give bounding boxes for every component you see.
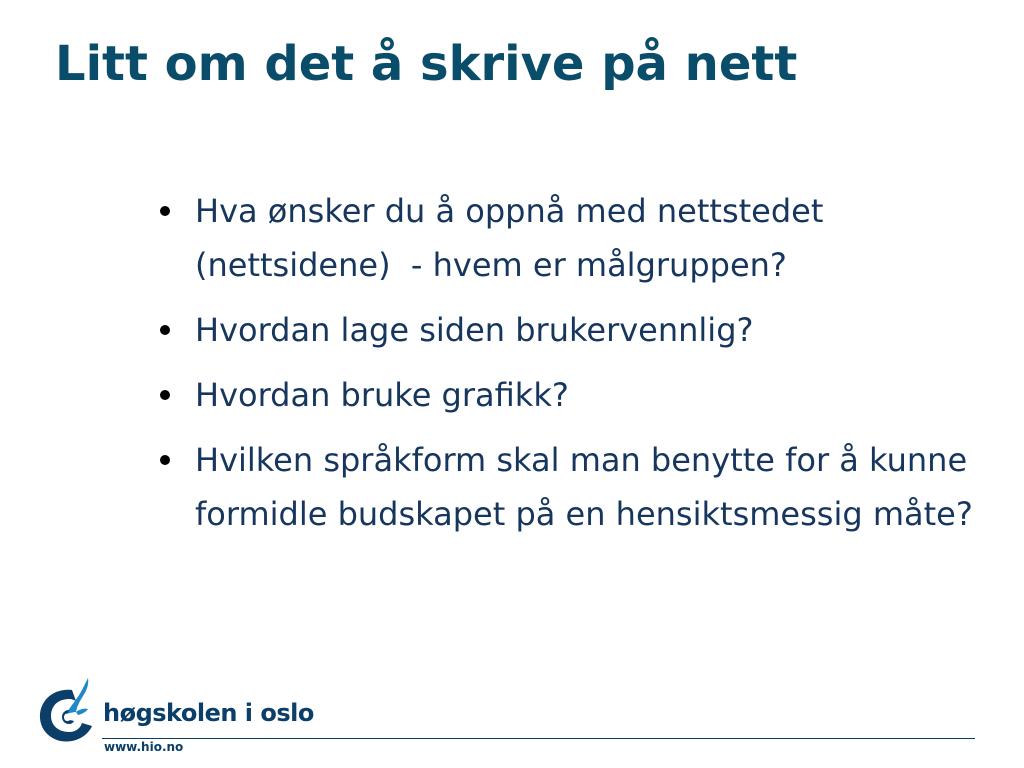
bullet-item (160, 303, 980, 357)
bullet-text: Hvordan bruke grafikk? (195, 376, 569, 414)
bullet-text: Hvilken språkform skal man benytte for å kunne formidle budskapet på en hensiktsmessig måte? (195, 441, 978, 533)
logo-url: www.hio.no (104, 740, 184, 754)
bullet-item (160, 184, 980, 292)
bullet-dot-icon (160, 206, 170, 216)
bullet-text: Hva ønsker du å oppnå med nettstedet (nettsidene) - hvem er målgruppen? (195, 192, 834, 284)
bullet-item (160, 433, 980, 541)
bullet-text: Hvordan lage siden brukervennlig? (195, 311, 754, 349)
bullet-list (160, 184, 980, 552)
bullet-dot-icon (160, 455, 170, 465)
hio-logo-mark-icon (36, 676, 98, 746)
bullet-dot-icon (160, 390, 170, 400)
footer-divider (102, 738, 975, 739)
bullet-dot-icon (160, 325, 170, 335)
bullet-item (160, 368, 980, 422)
hio-logo (36, 676, 336, 760)
logo-name: høgskolen i oslo (103, 699, 314, 727)
slide-title: Litt om det å skrive på nett (55, 36, 798, 92)
